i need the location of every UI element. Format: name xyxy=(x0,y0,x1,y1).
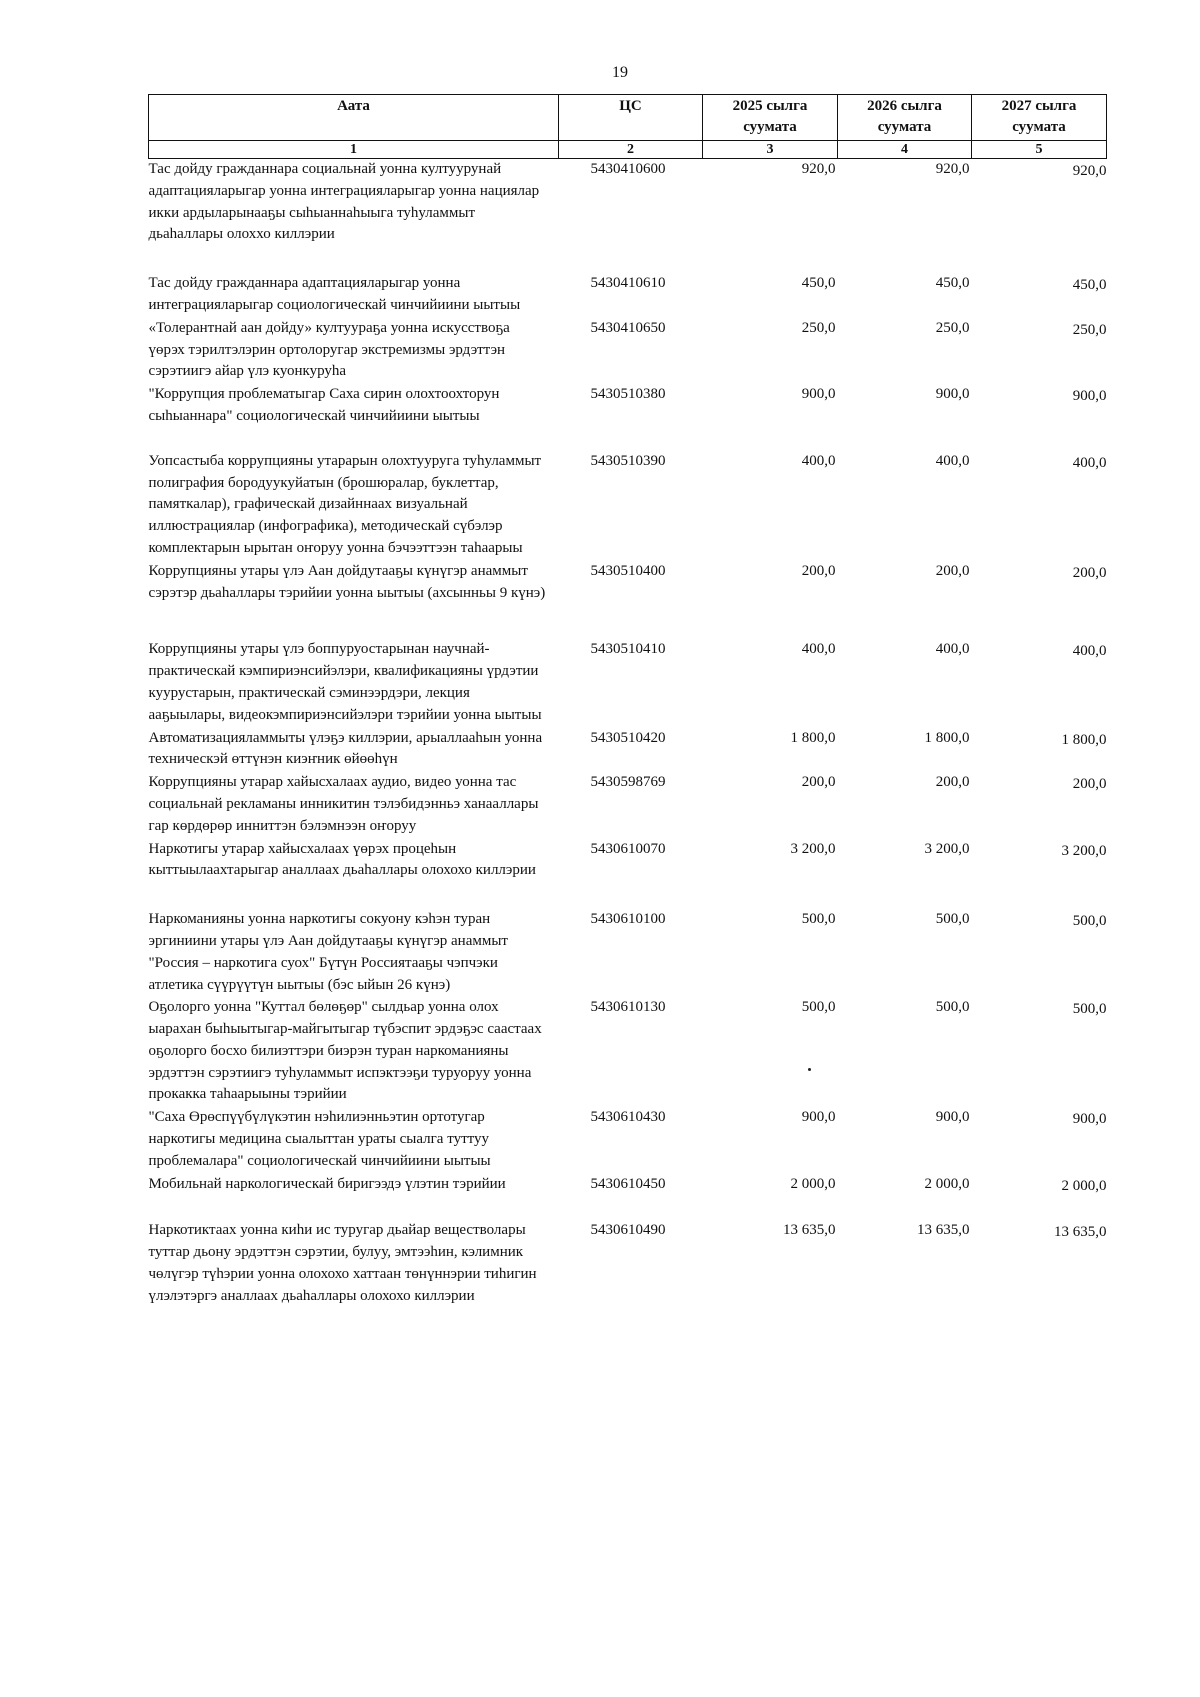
row-code-cell xyxy=(559,1220,703,1308)
row-amount-2027-cell xyxy=(972,273,1107,318)
row-amount-2027-cell xyxy=(972,839,1107,910)
header-code: ЦС xyxy=(559,95,703,141)
header-2027: 2027 сылга суумата xyxy=(972,95,1107,141)
header-2026: 2026 сылга суумата xyxy=(838,95,972,141)
row-amount-2026: 900,0 xyxy=(935,1109,970,1126)
row-amount-2026: 900,0 xyxy=(935,386,970,403)
row-name-cell xyxy=(149,384,559,451)
row-amount-2027: 900,0 xyxy=(1072,1111,1107,1128)
row-amount-2025: 900,0 xyxy=(801,1109,836,1126)
row-name: «Толерантнай аан дойду» култуураҕа уонна искусствоҕа үөрэх тэрилтэлэрин ортолоругар экстремизмы эрдэттэн сэрэтиигэ айар үлэ куонкуруһа xyxy=(148,319,510,380)
row-name-cell xyxy=(149,728,559,773)
row-name-cell xyxy=(149,639,559,727)
row-name-cell xyxy=(149,1174,559,1221)
row-amount-2027-cell xyxy=(972,772,1107,838)
page-number: 19 xyxy=(612,64,628,81)
table-row xyxy=(149,728,1107,773)
row-name: Коррупцияны утары үлэ боппуруостарынан научнай-практическай кэмпириэнсийэлэри, квалификацияны үрдэтии куурустарын, практическай сэминээрдэри, лекция ааҕыылары, видеокэмпириэнсийэлэри тэрийии уонна ыытыы xyxy=(148,641,542,723)
row-amount-2025: 2 000,0 xyxy=(790,1175,836,1192)
row-name: Коррупцияны утарар хайысхалаах аудио, видео уонна тас социальнай рекламаны инникитин тэлэбидэнньэ ханааллары гар көрдөрөр инниттэн бэлэмнээн оҥоруу xyxy=(148,774,539,834)
table-row xyxy=(149,997,1107,1107)
row-amount-2027: 2 000,0 xyxy=(1061,1177,1107,1194)
row-amount-2025-cell xyxy=(703,772,838,838)
row-code: 5430610130 xyxy=(590,999,666,1016)
row-amount-2025: 400,0 xyxy=(801,452,836,469)
table-row xyxy=(149,1174,1107,1221)
row-code-cell xyxy=(559,273,703,318)
table-row xyxy=(149,561,1107,640)
row-amount-2027: 13 635,0 xyxy=(1054,1224,1107,1241)
row-code-cell xyxy=(559,772,703,838)
row-amount-2027-cell xyxy=(972,451,1107,561)
row-code-cell xyxy=(559,997,703,1107)
row-name: Коррупцияны утары үлэ Аан дойдутааҕы күнүгэр анаммыт сэрэтэр дьаһаллары тэрийии уонна ыытыы (ахсынньы 9 күнэ) xyxy=(148,562,546,601)
row-name-cell xyxy=(149,1107,559,1173)
row-name: Тас дойду гражданнара социальнай уонна култуурунай адаптацияларыгар уонна интеграцияларыгар уонна нациялар икки ардыларынааҕы сыһыаннаһыыга туһуламмыт дьаһаллары олоххо киллэрии xyxy=(148,161,540,243)
row-amount-2027: 400,0 xyxy=(1072,643,1107,660)
row-amount-2025-cell xyxy=(703,1220,838,1308)
row-amount-2027: 900,0 xyxy=(1072,388,1107,405)
budget-table xyxy=(148,94,1107,1309)
row-amount-2026-cell xyxy=(838,639,972,727)
row-code-cell xyxy=(559,318,703,384)
row-amount-2025-cell xyxy=(703,639,838,727)
row-amount-2026: 400,0 xyxy=(935,641,970,658)
row-amount-2026-cell xyxy=(838,728,972,773)
table-row xyxy=(149,159,1107,274)
table-row xyxy=(149,1220,1107,1308)
row-amount-2025: 200,0 xyxy=(801,774,836,791)
row-amount-2025: 450,0 xyxy=(801,275,836,292)
row-amount-2027: 920,0 xyxy=(1072,163,1107,179)
row-amount-2026: 3 200,0 xyxy=(924,840,970,857)
row-amount-2027: 500,0 xyxy=(1072,1001,1107,1018)
row-name-cell xyxy=(149,159,559,274)
row-code-cell xyxy=(559,639,703,727)
table-row xyxy=(149,384,1107,451)
row-amount-2026: 200,0 xyxy=(935,774,970,791)
row-amount-2027: 450,0 xyxy=(1072,277,1107,294)
row-name-cell xyxy=(149,772,559,838)
row-name: Мобильнай наркологическай биригээдэ үлэтин тэрийии xyxy=(148,1175,506,1192)
table-body xyxy=(149,159,1107,1309)
row-amount-2025: 900,0 xyxy=(801,386,836,403)
table-row xyxy=(149,451,1107,561)
row-name: "Коррупция проблематыгар Саха сирин олохтоохторун сыһыаннара" социологическай чинчийиини ыытыы xyxy=(148,386,500,424)
table-row xyxy=(149,273,1107,318)
row-amount-2025-cell xyxy=(703,728,838,773)
row-name: Оҕолорго уонна "Куттал бөлөҕөр" сылдьар уонна олох ыарахан быһыытыгар-майгытыгар түбэспит эрдэҕэс саастаах оҕолорго босхо билиэттэри биэрэн туран наркоманияны эрдэттэн сэрэтиигэ туһуламмыт испэктээҕи туруоруу уонна прокакка таһаарыыны тэрийии xyxy=(148,999,542,1103)
row-code-cell xyxy=(559,451,703,561)
row-amount-2026-cell xyxy=(838,1220,972,1308)
scan-speck xyxy=(808,1068,811,1071)
row-code: 5430410610 xyxy=(590,275,666,292)
row-amount-2025: 500,0 xyxy=(801,911,836,928)
row-code-cell xyxy=(559,839,703,910)
row-amount-2026-cell xyxy=(838,318,972,384)
row-name-cell xyxy=(149,839,559,910)
table-row xyxy=(149,909,1107,997)
row-amount-2025-cell xyxy=(703,839,838,910)
row-name: Уопсастыба коррупцияны утарарын олохтууруга туһуламмыт полиграфия бородуукуйатын (брошюралар, буклеттар, памяткалар), графическай дизайннаах визуальнай иллюстрациялар (инфографика), методическай сүбэлэр комплектарын ырытан оҥоруу уонна бэчээттээн таһаарыы xyxy=(148,452,542,556)
row-code: 5430610070 xyxy=(590,840,666,857)
row-amount-2025-cell xyxy=(703,1107,838,1173)
row-amount-2027-cell xyxy=(972,384,1107,451)
row-amount-2027-cell xyxy=(972,318,1107,384)
row-amount-2025: 400,0 xyxy=(801,641,836,658)
row-amount-2027: 1 800,0 xyxy=(1061,731,1107,748)
row-code-cell xyxy=(559,909,703,997)
row-amount-2025: 920,0 xyxy=(801,161,836,177)
row-amount-2026: 13 635,0 xyxy=(917,1222,970,1239)
row-amount-2025-cell xyxy=(703,997,838,1107)
row-amount-2026-cell xyxy=(838,997,972,1107)
row-amount-2027-cell xyxy=(972,909,1107,997)
row-code-cell xyxy=(559,561,703,640)
row-amount-2025: 3 200,0 xyxy=(790,840,836,857)
row-amount-2026-cell xyxy=(838,772,972,838)
column-number: 3 xyxy=(703,141,838,159)
row-amount-2027: 200,0 xyxy=(1072,776,1107,793)
row-amount-2026: 450,0 xyxy=(935,275,970,292)
row-code: 5430510400 xyxy=(590,562,666,579)
row-code: 5430610100 xyxy=(590,911,666,928)
row-amount-2027-cell xyxy=(972,1220,1107,1308)
table-header xyxy=(149,95,1107,159)
row-amount-2027: 500,0 xyxy=(1072,913,1107,930)
column-number: 5 xyxy=(972,141,1107,159)
row-amount-2025: 200,0 xyxy=(801,562,836,579)
row-amount-2025-cell xyxy=(703,909,838,997)
row-name: Наркоманияны уонна наркотигы сокуону кэһэн туран эргиниини утары үлэ Аан дойдутааҕы күнүгэр анаммыт "Россия – наркотига суох" Бүтүн Россиятааҕы чэпчэки атлетика сүүрүүтүн ыытыы (бэс ыйын 26 күнэ) xyxy=(148,911,508,993)
row-amount-2027-cell xyxy=(972,728,1107,773)
row-amount-2026-cell xyxy=(838,839,972,910)
row-amount-2025-cell xyxy=(703,1174,838,1221)
row-code: 5430510390 xyxy=(590,452,666,469)
row-amount-2027: 400,0 xyxy=(1072,454,1107,471)
row-amount-2026: 500,0 xyxy=(935,999,970,1016)
row-name-cell xyxy=(149,1220,559,1308)
table-row xyxy=(149,639,1107,727)
row-code: 5430610430 xyxy=(590,1109,666,1126)
row-code: 5430610490 xyxy=(590,1222,666,1239)
header-2025: 2025 сылга суумата xyxy=(703,95,838,141)
row-code: 5430610450 xyxy=(590,1175,666,1192)
row-amount-2026-cell xyxy=(838,1174,972,1221)
row-code: 5430410650 xyxy=(590,319,666,336)
row-code-cell xyxy=(559,1174,703,1221)
row-amount-2026-cell xyxy=(838,1107,972,1173)
row-amount-2026: 200,0 xyxy=(935,562,970,579)
row-code-cell xyxy=(559,384,703,451)
row-amount-2027-cell xyxy=(972,1174,1107,1221)
column-number-row xyxy=(149,141,1107,159)
row-amount-2025: 13 635,0 xyxy=(783,1222,836,1239)
row-code-cell xyxy=(559,159,703,274)
row-amount-2025-cell xyxy=(703,273,838,318)
table-row xyxy=(149,772,1107,838)
row-code: 5430598769 xyxy=(590,774,666,791)
row-name: Автоматизацияламмыты үлэҕэ киллэрии, арыаллааһын уонна техническэй өттүнэн киэҥник өйөөһүн xyxy=(148,729,543,768)
header-row xyxy=(149,95,1107,141)
row-amount-2025-cell xyxy=(703,451,838,561)
row-amount-2026: 920,0 xyxy=(935,161,970,177)
row-amount-2027-cell xyxy=(972,997,1107,1107)
row-code: 5430410600 xyxy=(590,161,666,177)
row-name-cell xyxy=(149,318,559,384)
row-amount-2026: 500,0 xyxy=(935,911,970,928)
row-amount-2025-cell xyxy=(703,561,838,640)
row-amount-2027: 250,0 xyxy=(1072,321,1107,338)
row-amount-2026-cell xyxy=(838,451,972,561)
row-amount-2026-cell xyxy=(838,273,972,318)
row-amount-2025-cell xyxy=(703,384,838,451)
table-row xyxy=(149,318,1107,384)
row-name: "Саха Өрөспүүбүлүкэтин нэһилиэнньэтин ортотугар наркотигы медицина сыалыттан ураты сыалга туттуу проблемалара" социологическай чинчийиини ыытыы xyxy=(148,1109,491,1169)
row-amount-2027-cell xyxy=(972,1107,1107,1173)
row-code-cell xyxy=(559,1107,703,1173)
row-amount-2026-cell xyxy=(838,561,972,640)
column-number: 4 xyxy=(838,141,972,159)
row-amount-2026: 250,0 xyxy=(935,319,970,336)
row-amount-2027: 3 200,0 xyxy=(1061,842,1107,859)
row-amount-2026-cell xyxy=(838,909,972,997)
row-amount-2025: 1 800,0 xyxy=(790,729,836,746)
row-amount-2026-cell xyxy=(838,159,972,274)
row-amount-2026-cell xyxy=(838,384,972,451)
row-amount-2026: 1 800,0 xyxy=(924,729,970,746)
row-name-cell xyxy=(149,909,559,997)
row-code-cell xyxy=(559,728,703,773)
row-amount-2027: 200,0 xyxy=(1072,564,1107,581)
table-row xyxy=(149,839,1107,910)
column-number: 1 xyxy=(149,141,559,159)
row-amount-2025-cell xyxy=(703,159,838,274)
row-amount-2027-cell xyxy=(972,639,1107,727)
row-code: 5430510410 xyxy=(590,641,666,658)
row-amount-2025-cell xyxy=(703,318,838,384)
row-amount-2026: 400,0 xyxy=(935,452,970,469)
row-name: Тас дойду гражданнара адаптацияларыгар уонна интеграцияларыгар социологическай чинчийиини ыытыы xyxy=(148,275,521,313)
row-amount-2025: 250,0 xyxy=(801,319,836,336)
row-name-cell xyxy=(149,997,559,1107)
row-amount-2027-cell xyxy=(972,561,1107,640)
row-name-cell xyxy=(149,561,559,640)
row-amount-2025: 500,0 xyxy=(801,999,836,1016)
column-number: 2 xyxy=(559,141,703,159)
row-name: Наркотигы утарар хайысхалаах үөрэх процеһын кыттыылаахтарыгар аналлаах дьаһаллары олохохо киллэрии xyxy=(148,840,536,879)
header-name: Аата xyxy=(149,95,559,141)
table-row xyxy=(149,1107,1107,1173)
row-amount-2026: 2 000,0 xyxy=(924,1175,970,1192)
row-code: 5430510380 xyxy=(590,386,666,403)
row-name-cell xyxy=(149,451,559,561)
row-amount-2027-cell xyxy=(972,159,1107,274)
row-name-cell xyxy=(149,273,559,318)
row-code: 5430510420 xyxy=(590,729,666,746)
row-name: Наркотиктаах уонна киһи ис туругар дьайар веществолары туттар дьону эрдэттэн сэрэтии, булуу, эмтээһин, кэлимник чөлүгэр түһэрии уонна олохохо хаттаан төнүннэрии тиһигин үлэлэтэргэ аналлаах дьаһаллары олохохо киллэрии xyxy=(148,1222,537,1304)
